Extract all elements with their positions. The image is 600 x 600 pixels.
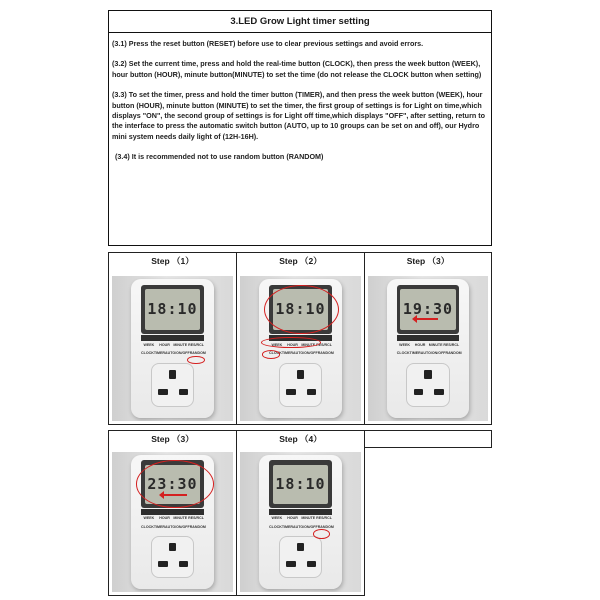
timer-button: TIMER <box>409 351 421 356</box>
step-label: Step （3） <box>151 434 194 444</box>
minute-button: MINUTE <box>301 516 316 521</box>
minute-button: MINUTE <box>301 342 316 347</box>
week-button: WEEK <box>143 342 155 347</box>
empty-cell <box>364 430 492 448</box>
minute-button: MINUTE <box>173 342 188 347</box>
auto-button: AUTO/ON/OFF <box>293 524 318 529</box>
step-4-photo <box>240 452 361 592</box>
red-arrow-icon <box>163 494 187 496</box>
step-label: Step （4） <box>279 434 322 444</box>
timer-button: TIMER <box>281 351 293 356</box>
step-3-photo <box>368 276 488 421</box>
step-label: Step （2） <box>279 256 322 266</box>
random-button: RANDOM <box>189 524 206 529</box>
red-arrow-icon <box>416 318 438 320</box>
instructions-body <box>109 33 491 163</box>
reset-button: RES/RCL <box>316 342 332 347</box>
lcd-display: 19:30 <box>400 289 455 330</box>
week-button: WEEK <box>399 342 410 347</box>
instruction-paragraph: (3.1) Press the reset button (RESET) before use to clear previous settings and avoid errors. <box>112 39 424 48</box>
hour-button: HOUR <box>159 516 170 521</box>
timer-button: TIMER <box>281 524 293 529</box>
lcd-display: 18:10 <box>273 465 329 504</box>
timer-button: TIMER <box>153 524 165 529</box>
lcd-display: 23:30 <box>145 465 201 504</box>
auto-button: AUTO/ON/OFF <box>420 351 446 356</box>
week-button: WEEK <box>143 516 155 521</box>
highlight-circle <box>313 529 330 539</box>
hour-button: HOUR <box>414 342 426 347</box>
clock-button: CLOCK <box>396 351 410 356</box>
step-2-photo <box>240 276 361 421</box>
auto-button: AUTO/ON/OFF <box>165 524 190 529</box>
random-button: RANDOM <box>317 351 334 356</box>
clock-button: CLOCK <box>269 524 282 529</box>
auto-button: AUTO/ON/OFF <box>293 351 318 356</box>
document-page <box>108 10 492 596</box>
highlight-circle <box>264 285 339 334</box>
random-button: RANDOM <box>189 351 206 356</box>
random-button: RANDOM <box>317 524 334 529</box>
step-label: Step （3） <box>406 256 450 266</box>
hour-button: HOUR <box>287 516 298 521</box>
timer-button: TIMER <box>153 351 165 356</box>
reset-button: RES/RCL <box>188 342 204 347</box>
week-button: WEEK <box>271 342 283 347</box>
highlight-circle <box>136 460 213 508</box>
minute-button: MINUTE <box>428 342 443 347</box>
reset-button: RES/RCL <box>443 342 460 347</box>
step-3b-photo <box>112 452 233 592</box>
hour-button: HOUR <box>159 342 170 347</box>
auto-button: AUTO/ON/OFF <box>165 351 190 356</box>
clock-button: CLOCK <box>141 351 154 356</box>
instructions-title: 3.LED Grow Light timer setting <box>109 11 491 33</box>
minute-button: MINUTE <box>173 516 188 521</box>
instructions-box <box>108 10 492 246</box>
random-button: RANDOM <box>445 351 462 356</box>
hour-button: HOUR <box>287 342 298 347</box>
clock-button: CLOCK <box>141 524 154 529</box>
highlight-circle <box>262 350 280 359</box>
step-label: Step （1） <box>151 256 194 266</box>
clock-button: CLOCK <box>269 351 282 356</box>
instruction-paragraph: (3.2) Set the current time, press and hold the real-time button (CLOCK), then press the week button (WEEK), hour button (HOUR), minute button(MINUTE) to set the time (do not release the CLOCK button when setting) <box>112 59 482 79</box>
reset-button: RES/RCL <box>188 516 204 521</box>
lcd-display: 18:10 <box>273 289 329 330</box>
lcd-display: 18:10 <box>145 289 201 330</box>
step-1-photo <box>112 276 233 421</box>
week-button: WEEK <box>271 516 283 521</box>
instruction-paragraph: (3.4) It is recommended not to use random button (RANDOM) <box>115 152 324 162</box>
reset-button: RES/RCL <box>316 516 332 521</box>
instruction-paragraph: (3.3) To set the timer, press and hold the timer button (TIMER), and then press the week button (WEEK), hour button (HOUR), minute button (MINUTE) to set the timer, the first group of settings is for Light on time,which displays "ON", the second group of settings is for Light off time,which displays "OFF", after setting, return to the interface to press the automatic switch button (AUTO, up to 10 groups can be set on and off), our Hydro mini system needs daily light of (12H-16H). <box>112 90 486 141</box>
